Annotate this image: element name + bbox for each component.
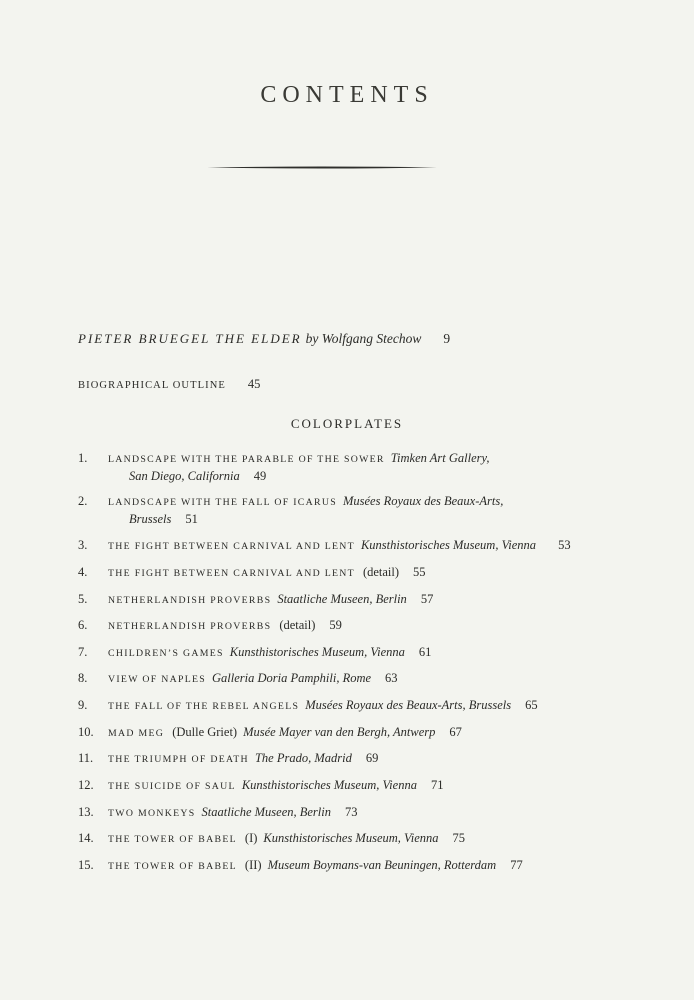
colorplate-entry[interactable]: [78, 618, 342, 633]
plate-detail: (II): [244, 858, 262, 872]
plate-number: 1.: [78, 451, 88, 465]
bio-label: BIOGRAPHICAL OUTLINE: [78, 380, 226, 391]
colorplate-entry[interactable]: [78, 494, 503, 527]
plate-title: LANDSCAPE WITH THE FALL OF ICARUS: [108, 497, 337, 508]
plate-page: 57: [420, 592, 434, 606]
plate-location: Musée Mayer van den Bergh, Antwerp: [243, 725, 436, 739]
plate-location: Kunsthistorisches Museum, Vienna: [229, 645, 405, 659]
plate-page: 59: [329, 618, 342, 632]
plate-title: LANDSCAPE WITH THE PARABLE OF THE SOWER: [108, 454, 385, 465]
plate-detail: (Dulle Griet): [172, 725, 238, 739]
plate-location: Kunsthistorisches Museum, Vienna: [241, 778, 417, 792]
plate-location: Museum Boymans-van Beuningen, Rotterdam: [267, 858, 497, 872]
colorplates-heading: COLORPLATES: [290, 416, 404, 431]
plate-detail: (detail): [279, 618, 316, 632]
plate-location: Musées Royaux des Beaux-Arts, Brussels: [305, 698, 512, 712]
plate-location: Kunsthistorisches Museum, Vienna: [360, 538, 537, 552]
plate-page: 75: [452, 831, 466, 845]
plate-location-cont: San Diego, California: [129, 469, 240, 483]
plate-location: Staatliche Museen, Berlin: [201, 805, 331, 819]
colorplate-entry[interactable]: [78, 671, 398, 686]
plate-title: THE TOWER OF BABEL: [108, 861, 237, 872]
colorplate-entry[interactable]: [78, 725, 462, 740]
plate-page: 63: [385, 671, 398, 685]
plate-second-line: [78, 469, 490, 484]
plate-title: THE FIGHT BETWEEN CARNIVAL AND LENT: [108, 568, 355, 579]
plate-location: Galleria Doria Pamphili, Rome: [212, 671, 372, 685]
colorplate-entry[interactable]: [78, 778, 443, 793]
plate-number: 13.: [78, 805, 94, 819]
plate-number: 11.: [78, 751, 94, 765]
plate-page: 67: [449, 725, 462, 739]
plate-number: 14.: [78, 831, 94, 845]
plate-title: MAD MEG: [108, 728, 165, 739]
colorplate-entry[interactable]: [78, 451, 490, 484]
plate-number: 9.: [78, 698, 88, 712]
plate-page: 53: [558, 538, 571, 552]
plate-page: 73: [344, 805, 358, 819]
plate-title: CHILDREN’S GAMES: [108, 648, 224, 659]
page-title: CONTENTS: [260, 82, 434, 108]
title-rule: [207, 166, 437, 169]
plate-title: TWO MONKEYS: [108, 808, 196, 819]
plate-location: Staatliche Museen, Berlin: [277, 592, 407, 606]
plate-second-line: [78, 512, 503, 527]
colorplate-entry[interactable]: [78, 698, 538, 713]
plate-detail: (I): [244, 831, 258, 845]
plate-number: 6.: [78, 618, 88, 632]
plate-number: 4.: [78, 565, 88, 579]
colorplate-entry[interactable]: [78, 805, 357, 820]
plate-title: VIEW OF NAPLES: [108, 674, 207, 685]
colorplate-entry[interactable]: [78, 565, 426, 580]
bio-page: 45: [247, 377, 261, 391]
essay-page: 9: [443, 331, 451, 346]
plate-location: The Prado, Madrid: [254, 751, 352, 765]
plate-number: 15.: [78, 858, 94, 872]
plate-location: Kunsthistorisches Museum, Vienna: [263, 831, 439, 845]
colorplate-entry[interactable]: [78, 858, 523, 873]
plate-number: 2.: [78, 494, 88, 508]
plate-page: 61: [418, 645, 432, 659]
essay-title: PIETER BRUEGEL THE ELDER: [78, 331, 302, 346]
plate-number: 3.: [78, 538, 88, 552]
plate-page: 69: [365, 751, 379, 765]
plate-page: 51: [185, 512, 198, 526]
essay-entry[interactable]: [78, 331, 450, 347]
plate-title: NETHERLANDISH PROVERBS: [108, 595, 272, 606]
colorplate-entry[interactable]: [78, 645, 431, 660]
plate-page: 49: [253, 469, 267, 483]
plate-title: THE SUICIDE OF SAUL: [108, 781, 236, 792]
plate-number: 7.: [78, 645, 88, 659]
plate-number: 5.: [78, 592, 88, 606]
plate-page: 77: [510, 858, 523, 872]
essay-byline: by Wolfgang Stechow: [305, 331, 422, 346]
colorplate-entry[interactable]: [78, 538, 571, 553]
plate-page: 71: [430, 778, 444, 792]
plate-number: 12.: [78, 778, 94, 792]
plate-title: THE TOWER OF BABEL: [108, 834, 237, 845]
plate-location: Timken Art Gallery,: [390, 451, 490, 465]
plate-title: THE TRIUMPH OF DEATH: [108, 754, 249, 765]
biographical-outline-entry[interactable]: [78, 377, 260, 392]
plate-location-cont: Brussels: [129, 512, 172, 526]
plate-title: THE FIGHT BETWEEN CARNIVAL AND LENT: [108, 541, 355, 552]
colorplate-entry[interactable]: [78, 751, 378, 766]
plate-title: THE FALL OF THE REBEL ANGELS: [108, 701, 300, 712]
colorplate-entry[interactable]: [78, 831, 465, 846]
plate-location: Musées Royaux des Beaux-Arts,: [342, 494, 504, 508]
plate-title: NETHERLANDISH PROVERBS: [108, 621, 272, 632]
plate-number: 10.: [78, 725, 94, 739]
colorplate-entry[interactable]: [78, 592, 433, 607]
plate-page: 55: [413, 565, 426, 579]
plate-page: 65: [525, 698, 538, 712]
plate-detail: (detail): [362, 565, 400, 579]
plate-number: 8.: [78, 671, 88, 685]
